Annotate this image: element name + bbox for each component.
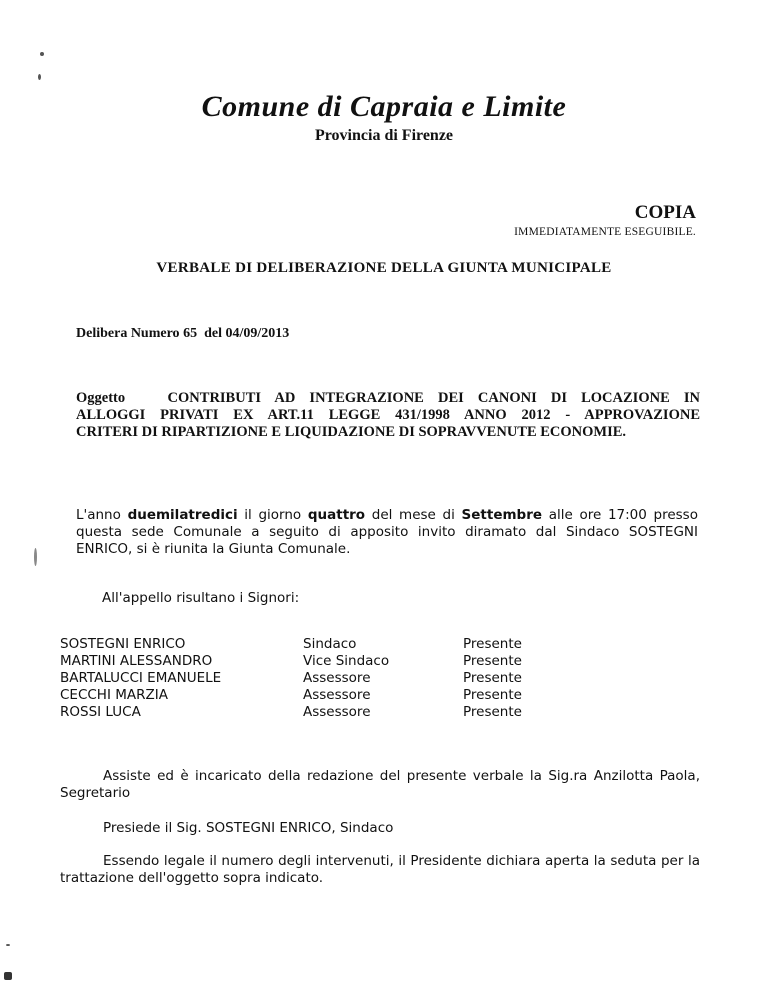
member-row bbox=[60, 636, 563, 653]
member-status: Presente bbox=[463, 687, 522, 703]
member-role: Assessore bbox=[303, 670, 371, 686]
intro-paragraph: L'anno duemilatredici il giorno quattro del mese di Settembre alle ore 17:00 presso questa sede Comunale a seguito di apposito invito diramato dal Sindaco SOSTEGNI ENRICO, si è riunita la Giunta Comunale. bbox=[76, 507, 698, 557]
member-row bbox=[60, 704, 563, 721]
member-role: Assessore bbox=[303, 687, 371, 703]
province-subtitle: Provincia di Firenze bbox=[314, 127, 454, 144]
member-row bbox=[60, 670, 563, 687]
immediate-label: IMMEDIATAMENTE ESEGUIBILE. bbox=[514, 226, 696, 238]
member-status: Presente bbox=[463, 670, 522, 686]
year-text: duemilatredici bbox=[127, 507, 238, 523]
delibera-label: Delibera Numero bbox=[76, 326, 180, 341]
municipality-title: Comune di Capraia e Limite bbox=[201, 90, 567, 123]
member-role: Assessore bbox=[303, 704, 371, 720]
subject-label: Oggetto bbox=[76, 390, 126, 406]
scan-speck bbox=[34, 548, 37, 566]
member-name: CECCHI MARZIA bbox=[60, 687, 168, 703]
secretary-paragraph: Assiste ed è incaricato della redazione del presente verbale la Sig.ra Anzilotta Paola, Segretario bbox=[60, 768, 700, 801]
member-status: Presente bbox=[463, 704, 522, 720]
member-name: SOSTEGNI ENRICO bbox=[60, 636, 186, 652]
member-row bbox=[60, 653, 563, 670]
president-line: Presiede il Sig. SOSTEGNI ENRICO, Sindaco bbox=[103, 820, 394, 836]
deliberation-number bbox=[76, 326, 289, 342]
copy-label: COPIA bbox=[634, 202, 696, 223]
day-text: quattro bbox=[307, 507, 366, 523]
scan-speck bbox=[4, 972, 12, 980]
member-role: Sindaco bbox=[303, 636, 357, 652]
delibera-number: 65 bbox=[183, 326, 198, 341]
member-row bbox=[60, 687, 563, 704]
month-text: Settembre bbox=[461, 507, 543, 523]
member-name: BARTALUCCI EMANUELE bbox=[60, 670, 222, 686]
subject-line-1: Oggetto CONTRIBUTI AD INTEGRAZIONE DEI CANONI DI LOCAZIONE IN bbox=[76, 390, 700, 406]
member-status: Presente bbox=[463, 636, 522, 652]
subject-line-3: CRITERI DI RIPARTIZIONE E LIQUIDAZIONE DI SOPRAVVENUTE ECONOMIE. bbox=[76, 424, 627, 440]
members-table bbox=[60, 636, 563, 721]
member-name: MARTINI ALESSANDRO bbox=[60, 653, 213, 669]
member-role: Vice Sindaco bbox=[303, 653, 390, 669]
subject-block bbox=[76, 390, 700, 441]
scan-speck bbox=[6, 944, 10, 946]
scan-speck bbox=[38, 74, 41, 80]
roll-call-intro: All'appello risultano i Signori: bbox=[102, 590, 300, 606]
member-status: Presente bbox=[463, 653, 522, 669]
delibera-date: 04/09/2013 bbox=[225, 326, 290, 341]
scan-speck bbox=[40, 52, 44, 56]
member-name: ROSSI LUCA bbox=[60, 704, 141, 720]
delibera-date-label: del bbox=[204, 326, 222, 341]
subject-line-2: ALLOGGI PRIVATI EX ART.11 LEGGE 431/1998 ANNO 2012 - APPROVAZIONE bbox=[76, 407, 700, 423]
document-heading: VERBALE DI DELIBERAZIONE DELLA GIUNTA MUNICIPALE bbox=[156, 260, 612, 276]
quorum-paragraph: Essendo legale il numero degli intervenuti, il Presidente dichiara aperta la seduta per la trattazione dell'oggetto sopra indicato. bbox=[60, 853, 700, 886]
